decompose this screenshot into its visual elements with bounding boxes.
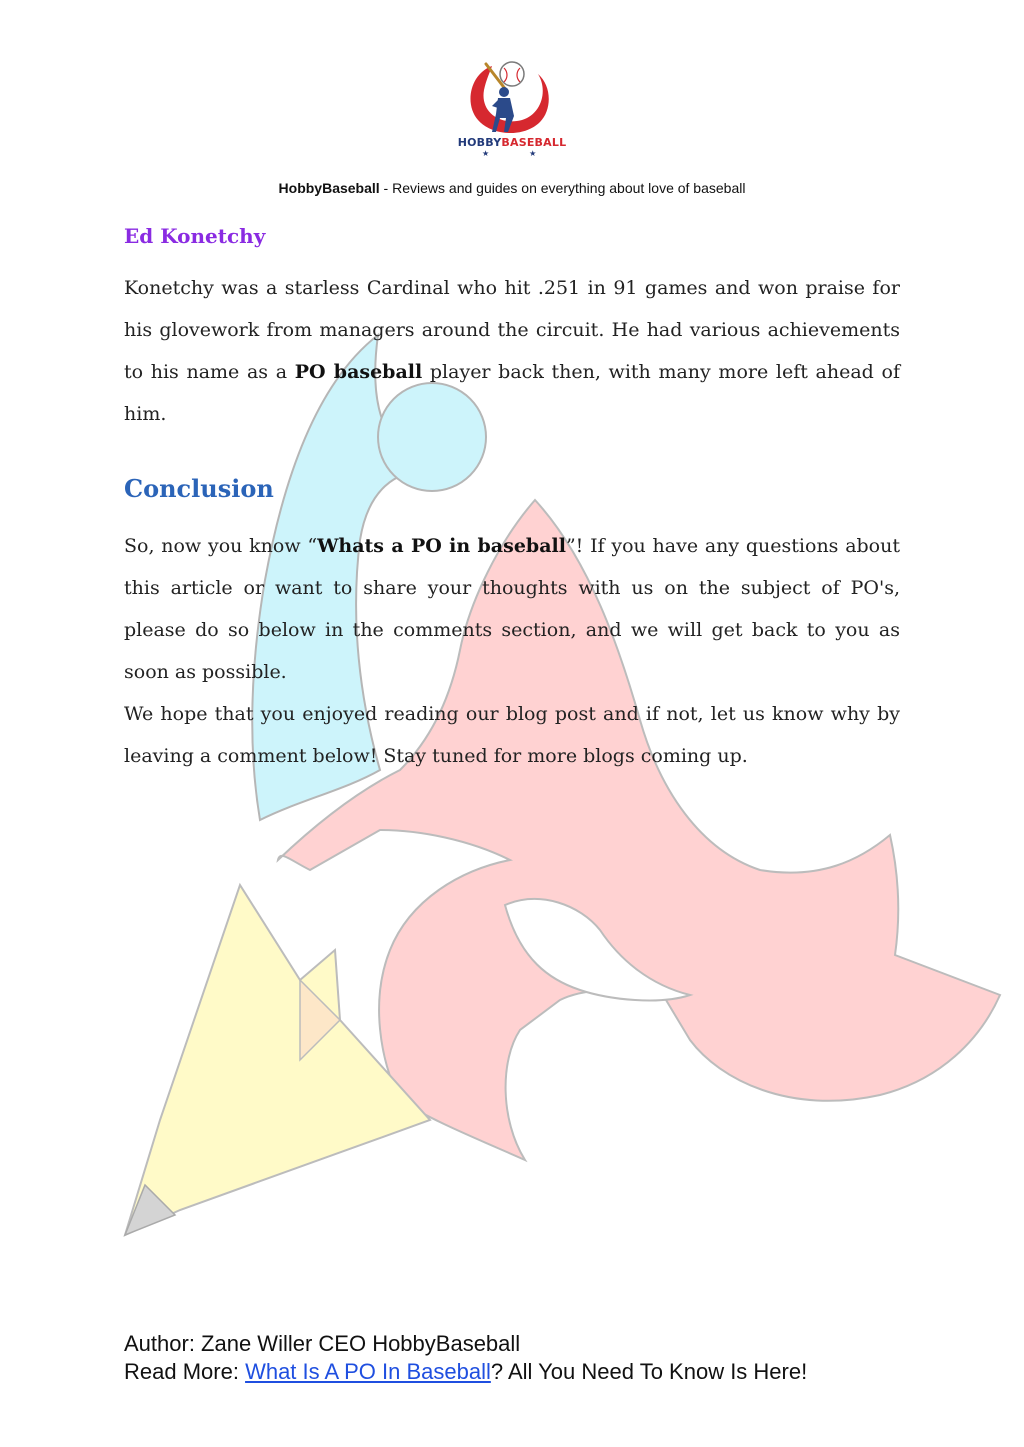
paragraph-ed-konetchy (124, 267, 900, 435)
para-ed-text-1: Konetchy was a starless Cardinal who hit .251 in 91 games and won praise for his glovework from managers around the circuit. He had various achievements to his name as a (124, 277, 900, 383)
heading-conclusion: Conclusion (124, 474, 274, 503)
footer-read-more-suffix: ? All You Need To Know Is Here! (490, 1359, 808, 1384)
logo-emblem-icon (452, 56, 572, 140)
footer (124, 1330, 807, 1386)
logo-wordmark-baseball: BASEBALL (501, 136, 567, 149)
logo-stars-icon: ★★ (482, 149, 577, 158)
para-con-bold: Whats a PO in baseball (317, 535, 566, 557)
footer-read-more (124, 1358, 807, 1386)
paragraph-conclusion-1 (124, 525, 900, 693)
para-ed-text-2: player back then, with many more left ahead of him. (124, 361, 900, 425)
logo-wordmark (452, 136, 577, 159)
header-tagline-text: - Reviews and guides on everything about love of baseball (379, 180, 746, 196)
paragraph-conclusion-2: We hope that you enjoyed reading our blog post and if not, let us know why by leaving a comment below! Stay tuned for more blogs coming up. (124, 703, 900, 767)
heading-ed-konetchy: Ed Konetchy (124, 224, 266, 248)
header-brand: HobbyBaseball (278, 180, 380, 196)
footer-author: Author: Zane Willer CEO HobbyBaseball (124, 1331, 521, 1356)
para-con-text-1: So, now you know “ (124, 535, 318, 557)
header-tagline (0, 180, 1024, 196)
logo-wordmark-hobby: HOBBY (457, 136, 502, 149)
read-more-link[interactable]: What Is A PO In Baseball (245, 1359, 491, 1384)
watermark-yellow-plane (125, 885, 430, 1235)
hobbybaseball-logo (452, 56, 577, 168)
para-ed-bold: PO baseball (294, 361, 423, 383)
para-con-text-2: ”! If you have any questions about this article or want to share your thoughts with us on the subject of PO's, please do so below in the comments section, and we will get back to you as soon as possible. (124, 535, 900, 683)
footer-read-more-prefix: Read More: (124, 1359, 246, 1384)
